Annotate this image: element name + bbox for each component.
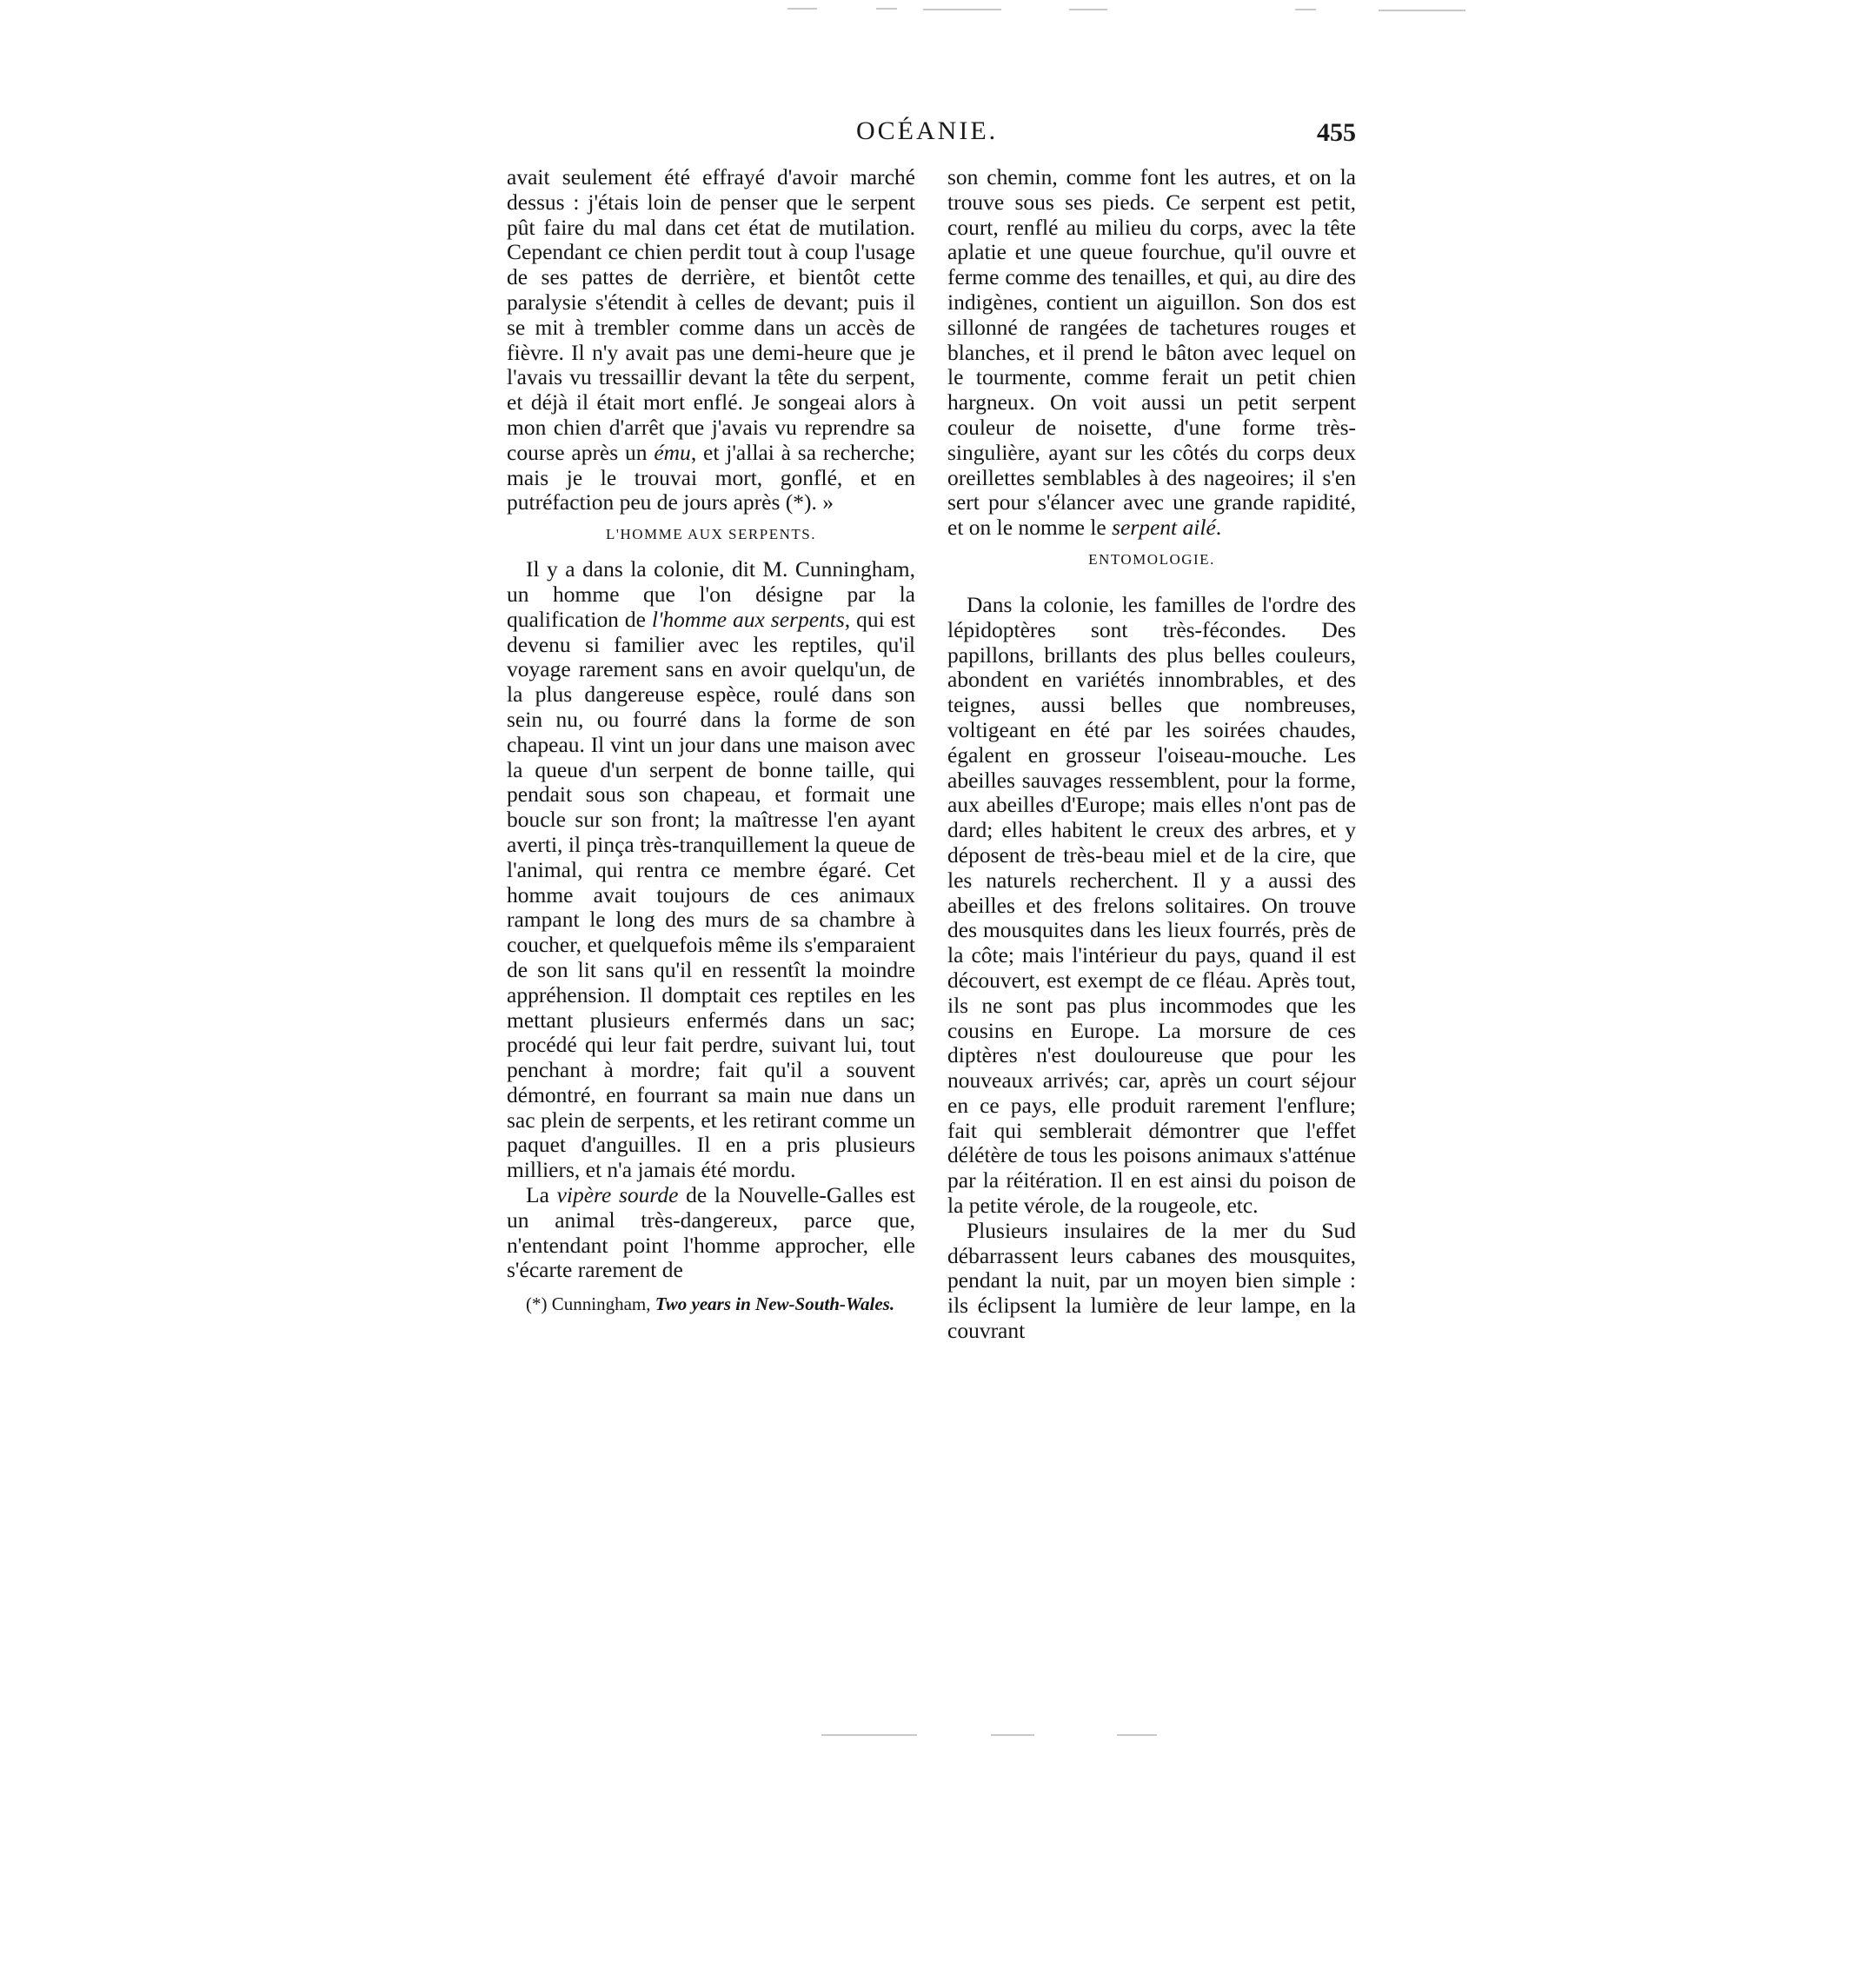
running-head: OCÉANIE. (856, 116, 999, 145)
paragraph: avait seulement été effrayé d'avoir marché dessus : j'étais loin de penser que le serpent pût faire du mal dans cet état de mutilation. Cependant ce chien perdit tout à coup l'usage de ses pattes de derrière, et bientôt cette paralysie s'étendit à celles de devant; puis il se mit à trembler comme dans un accès de fièvre. Il n'y avait pas une demi-heure que je l'avais vu tressaillir devant la tête du serpent, et déjà il était mort enflé. Je songeai alors à mon chien d'arrêt que j'avais vu reprendre sa course après un ému, et j'allai à sa recherche; mais je le trouvai mort, gonflé, et en putréfaction peu de jours après (*). » (507, 164, 915, 515)
paragraph: Dans la colonie, les familles de l'ordre des lépidoptères sont très-fécondes. Des papillons, brillants des plus belles couleurs, abondent en variétés innombrables, et des teignes, aussi belles que nombreuses, voltigeant en été par les soirées chaudes, égalent en grosseur l'oiseau-mouche. Les abeilles sauvages ressemblent, pour la forme, aux abeilles d'Europe; mais elles n'ont pas de dard; elles habitent le creux des arbres, et y déposent de très-beau miel et de la cire, que les naturels recherchent. Il y a aussi des abeilles et des frelons solitaires. On trouve des mousquites dans les lieux fourrés, près de la côte; mais l'intérieur du pays, quand il est découvert, est exempt de ce fléau. Après tout, ils ne sont pas plus incommodes que les cousins en Europe. La morsure de ces diptères n'est douloureuse que pour les nouveaux arrivés; car, après un court séjour en ce pays, elle produit rarement l'enflure; fait qui semblerait démontrer que l'effet délétère de tous les poisons animaux s'atténue par la réitération. Il en est ainsi du poison de la petite vérole, de la rougeole, etc. (947, 591, 1356, 1219)
paragraph: La vipère sourde de la Nouvelle-Galles est un animal très-dangereux, parce que, n'entendant point l'homme approcher, elle s'écarte rarement de (507, 1182, 915, 1283)
emphasis: l'homme aux serpents (651, 606, 845, 632)
right-column (947, 165, 1356, 1344)
emphasis: ému (654, 439, 691, 465)
emphasis: vipère sourde (556, 1182, 679, 1208)
scan-artifact (1379, 10, 1465, 11)
scan-artifact (821, 1734, 917, 1736)
scan-artifact (787, 8, 817, 10)
section-heading: L'HOMME AUX SERPENTS. (606, 526, 816, 543)
paragraph: Plusieurs insulaires de la mer du Sud débarrassent leurs cabanes des mousquites, pendant la nuit, par un moyen bien simple : ils éclipsent la lumière de leur lampe, en la couvrant (947, 1217, 1356, 1344)
left-column (507, 165, 915, 1315)
paragraph: son chemin, comme font les autres, et on la trouve sous ses pieds. Ce serpent est petit, court, renflé au milieu du corps, avec la tête aplatie et une queue fourchue, qu'il ouvre et ferme comme des tenailles, et qui, au dire des indigènes, contient un aiguillon. Son dos est sillonné de rangées de tachetures rouges et blanches, et il prend le bâton avec lequel on le tourmente, comme ferait un petit chien hargneux. On voit aussi un petit serpent couleur de noisette, d'une forme très-singulière, ayant sur les côtés du corps deux oreillettes semblables à des nageoires; il s'en sert pour s'élancer avec une grande rapidité, et on le nomme le serpent ailé. (947, 164, 1356, 541)
scan-artifact (991, 1734, 1034, 1736)
footnote: (*) Cunningham, Two years in New-South-Wales. (526, 1293, 895, 1315)
emphasis: serpent ailé (1112, 515, 1216, 541)
scan-artifact (1295, 9, 1316, 10)
scan-artifact (1069, 9, 1107, 10)
scan-artifact (1117, 1734, 1157, 1736)
scan-artifact (876, 8, 897, 10)
page-number: 455 (1317, 118, 1356, 147)
footnote-title: Two years in New-South-Wales. (655, 1293, 895, 1315)
scan-artifact (923, 9, 1001, 10)
section-heading: ENTOMOLOGIE. (1088, 550, 1215, 568)
paragraph: Il y a dans la colonie, dit M. Cunningham, un homme que l'on désigne par la qualification de l'homme aux serpents, qui est devenu si familier avec les reptiles, qu'il voyage rarement sans en avoir quelqu'un, de la plus dangereuse espèce, roulé dans son sein nu, ou fourré dans la forme de son chapeau. Il vint un jour dans une maison avec la queue d'un serpent de bonne taille, qui pendait sous son chapeau, et formait une boucle sur son front; la maîtresse l'en ayant averti, il pinça très-tranquillement la queue de l'animal, qui rentra ce membre égaré. Cet homme avait toujours de ces animaux rampant le long des murs de sa chambre à coucher, et quelquefois même ils s'emparaient de son lit sans qu'il en ressentît la moindre appréhension. Il domptait ces reptiles en les mettant plusieurs enfermés dans un sac; procédé qui leur fait perdre, suivant lui, tout penchant à mordre; fait qu'il a souvent démontré, en fourrant sa main nue dans un sac plein de serpents, et les retirant comme un paquet d'anguilles. Il en a pris plusieurs milliers, et n'a jamais été mordu. (507, 556, 915, 1183)
